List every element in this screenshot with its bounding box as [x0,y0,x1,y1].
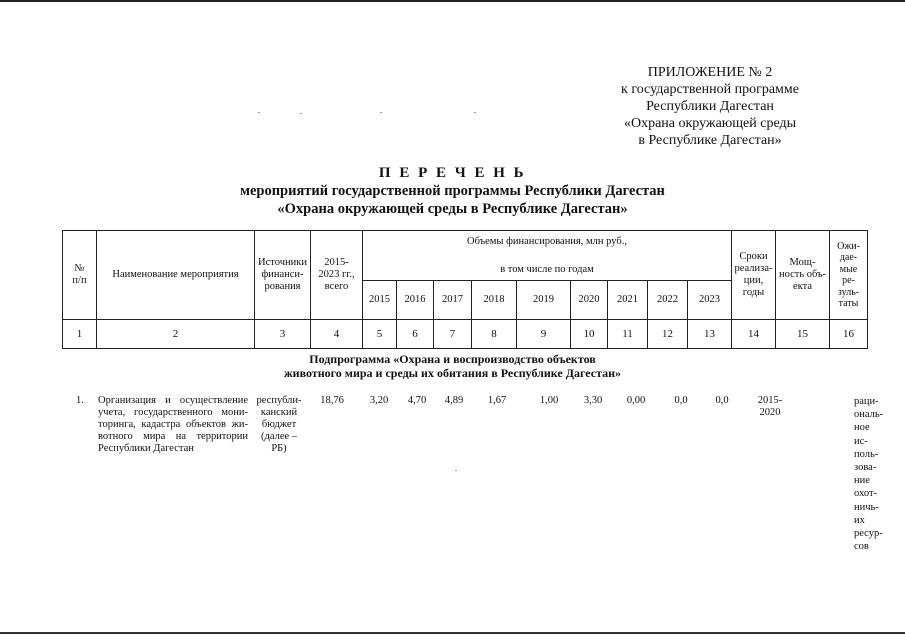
column-number: 3 [255,320,311,349]
header-year: 2023 [688,281,732,320]
title-sub-line: мероприятий государственной программы Республики Дагестан [240,183,665,199]
appendix-line: Республики Дагестан [646,99,774,114]
column-number: 9 [517,320,571,349]
column-number: 6 [397,320,434,349]
header-col-total: 2015- 2023 гг., всего [311,231,363,320]
document-title [0,164,905,218]
appendix-line: к государственной программе [621,82,799,97]
column-number: 11 [608,320,648,349]
header-col-sources: Источники финанси- рования [255,231,311,320]
scan-speck [258,112,260,113]
appendix-line: ПРИЛОЖЕНИЕ № 2 [647,65,773,80]
row-terms: 2015- 2020 [757,395,783,418]
title-main: П Е Р Е Ч Е Н Ь [378,165,527,181]
row-number: 1. [76,395,84,406]
row-year-value: 0,0 [715,395,729,406]
page-bottom-edge [0,632,905,634]
title-sub-line: «Охрана окружающей среды в Республике Дагестан» [277,201,628,217]
header-year: 2019 [517,281,571,320]
header-year: 2016 [397,281,434,320]
row-year-value: 0,0 [674,395,688,406]
column-number: 12 [648,320,688,349]
column-number: 4 [311,320,363,349]
row-year-value: 4,89 [444,395,464,406]
header-year: 2015 [363,281,397,320]
column-number: 14 [732,320,776,349]
column-number: 15 [776,320,830,349]
page-top-edge [0,0,905,2]
header-col-no: № п/п [63,231,97,320]
header-volume-group: Объемы финансирования, млн руб., в том числе по годам [363,231,732,281]
subprogram-line: животного мира и среды их обитания в Республике Дагестан» [283,366,622,380]
header-year: 2017 [434,281,472,320]
column-number: 2 [97,320,255,349]
measures-table-header [62,230,868,349]
header-col-terms: Сроки реализа- ции, годы [732,231,776,320]
row-year-value: 3,20 [369,395,389,406]
row-year-value: 4,70 [407,395,427,406]
subprogram-line: Подпрограмма «Охрана и воспроизводство объектов [309,352,596,366]
column-number: 10 [571,320,608,349]
column-number: 7 [434,320,472,349]
appendix-block [560,64,860,149]
row-year-value: 1,00 [539,395,559,406]
row-year-value: 0,00 [626,395,646,406]
row-expected-results: раци- ональ- ное ис- поль- зова- ние охот- ничь- их ресур- сов [854,396,884,553]
header-col-results: Ожи- дае- мые ре- зуль- таты [830,231,868,320]
scan-speck [455,470,457,471]
row-year-value: 3,30 [583,395,603,406]
row-year-value: 1,67 [487,395,507,406]
column-number: 5 [363,320,397,349]
header-year: 2020 [571,281,608,320]
column-number: 1 [63,320,97,349]
column-number: 16 [830,320,868,349]
header-col-capacity: Мощ- ность объ- екта [776,231,830,320]
row-measure-name: Организация и осуществление учета, государственного мони- торинга, кадастра объектов жи- вотного мира на территории Республики Дагестан [98,395,248,454]
row-total: 18,76 [320,395,344,406]
scan-speck [380,112,382,113]
scan-speck [474,112,476,113]
column-number: 13 [688,320,732,349]
header-year: 2022 [648,281,688,320]
subprogram-heading [0,352,905,380]
appendix-line: «Охрана окружающей среды [623,116,797,131]
header-col-name: Наименование мероприятия [97,231,255,320]
header-year: 2018 [472,281,517,320]
scan-speck [300,113,302,114]
row-funding-source: республи- канский бюджет (далее – РБ) [256,395,302,454]
header-year: 2021 [608,281,648,320]
column-number: 8 [472,320,517,349]
appendix-line: в Республике Дагестан» [638,133,782,148]
